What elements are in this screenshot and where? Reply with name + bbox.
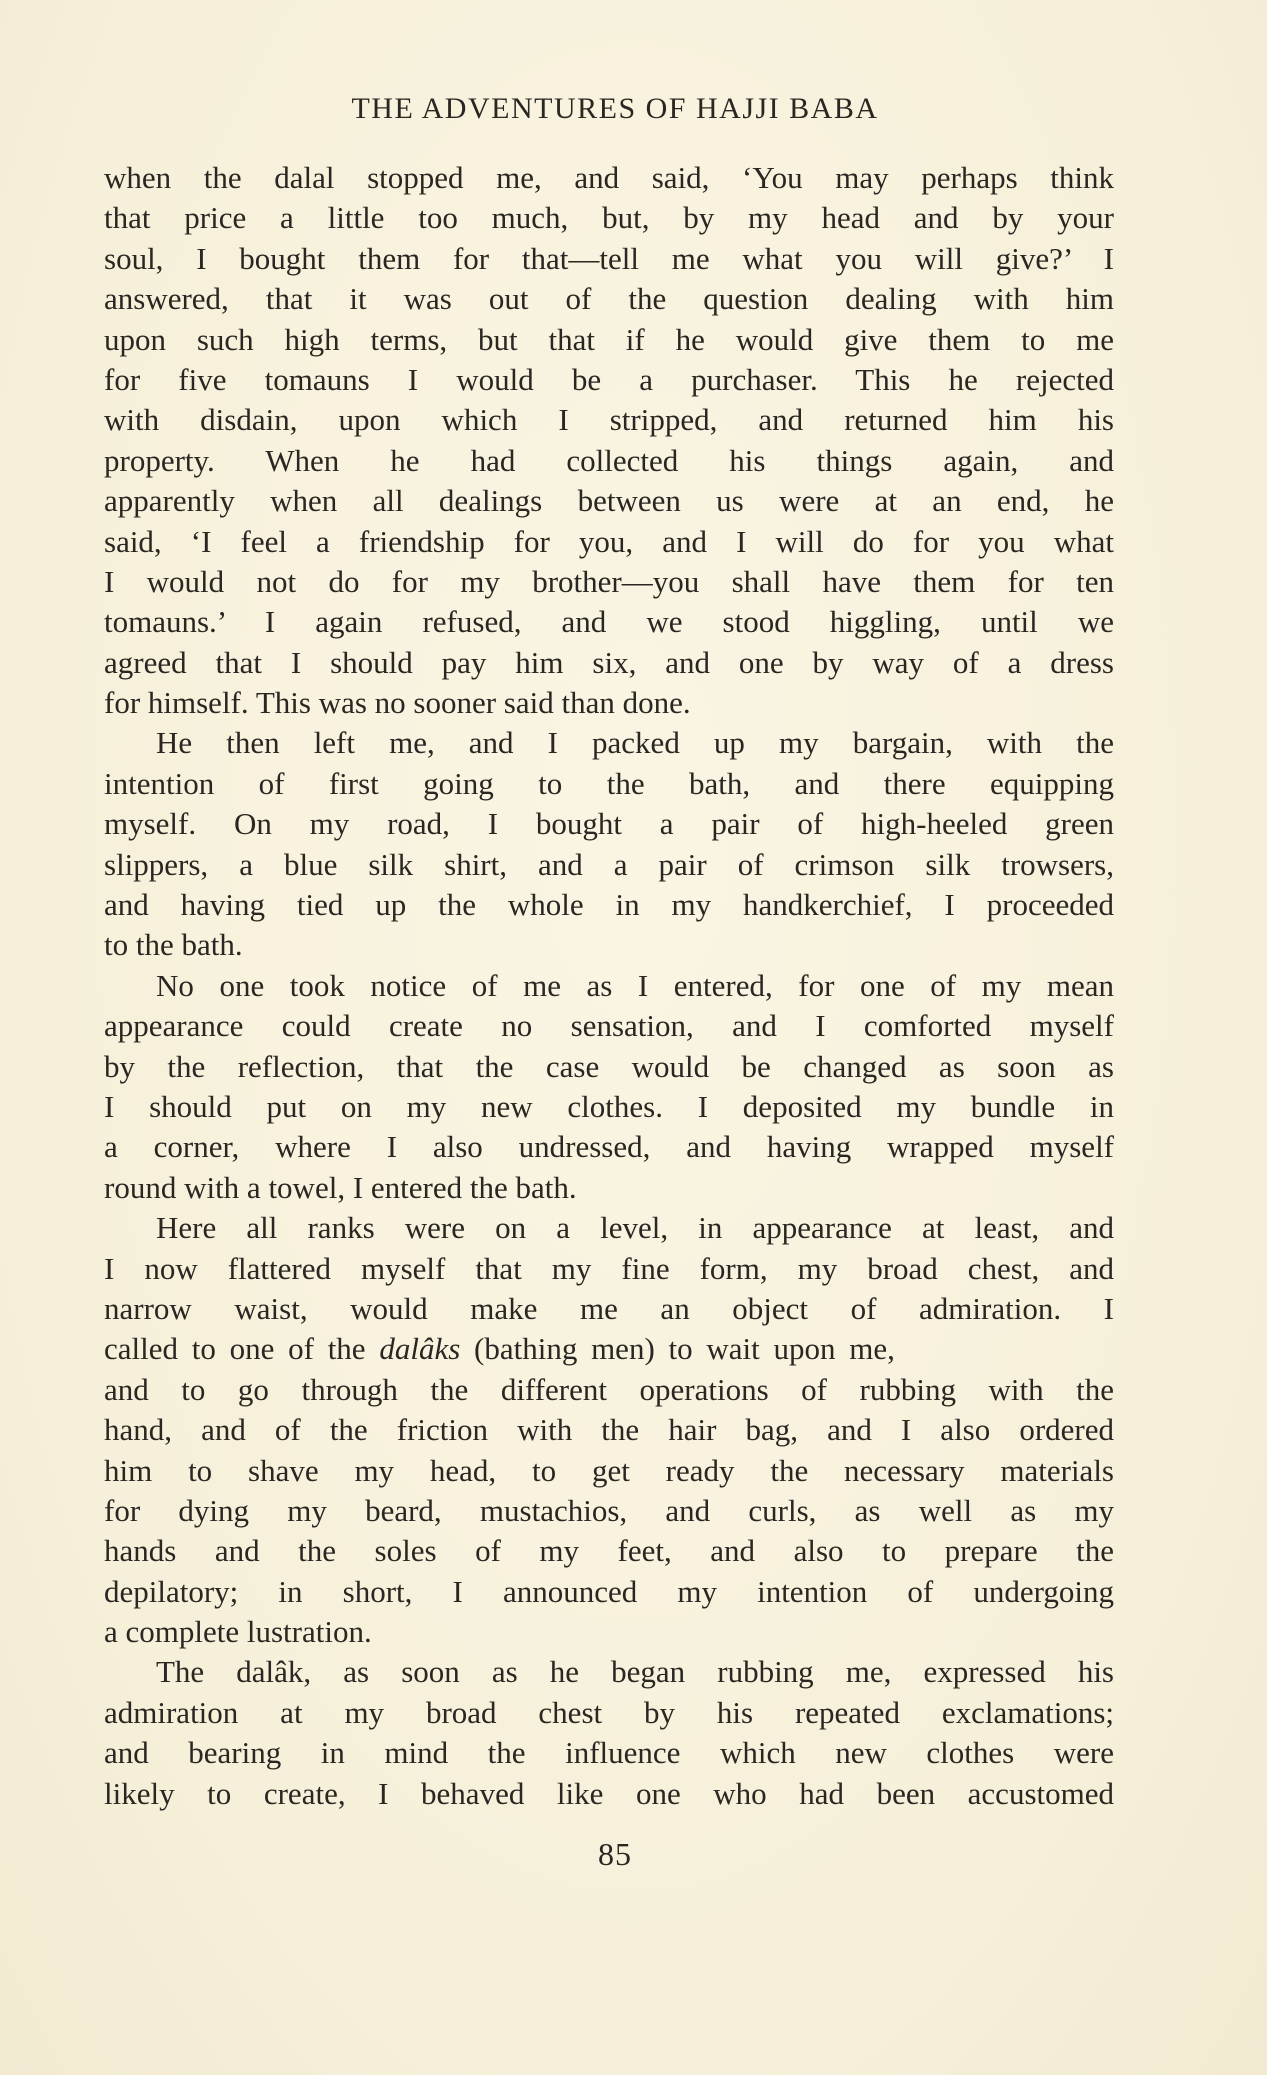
text-line: for five tomauns I would be a purchaser. This he rejected xyxy=(104,361,1114,397)
text-line: said, ‘I feel a friendship for you, and I will do for you what xyxy=(104,523,1114,559)
text-line: and to go through the different operations of rubbing with the xyxy=(104,1371,1114,1407)
italic-term: dalâks xyxy=(379,1331,461,1367)
text-segment: called to one of the xyxy=(104,1331,380,1367)
text-line: with disdain, upon which I stripped, and returned him his xyxy=(104,402,1114,438)
text-line: by the reflection, that the case would be changed as soon as xyxy=(104,1048,1114,1084)
text-line: a corner, where I also undressed, and having wrapped myself xyxy=(104,1129,1114,1165)
running-head: THE ADVENTURES OF HAJJI BABA xyxy=(351,92,879,125)
text-line: Here all ranks were on a level, in appearance at least, and xyxy=(156,1210,1114,1246)
text-line: answered, that it was out of the question dealing with him xyxy=(104,281,1114,317)
text-line: upon such high terms, but that if he would give them to me xyxy=(104,321,1114,357)
body-text xyxy=(104,158,1114,1814)
text-line: for dying my beard, mustachios, and curls, as well as my xyxy=(104,1492,1114,1528)
text-line: that price a little too much, but, by my head and by your xyxy=(104,200,1114,236)
text-line: property. When he had collected his things again, and xyxy=(104,442,1114,478)
text-line: likely to create, I behaved like one who had been accustomed xyxy=(104,1775,1114,1811)
text-line: apparently when all dealings between us were at an end, he xyxy=(104,483,1114,519)
text-line: He then left me, and I packed up my bargain, with the xyxy=(156,725,1114,761)
text-line: and bearing in mind the influence which new clothes were xyxy=(104,1735,1114,1771)
text-line: him to shave my head, to get ready the necessary materials xyxy=(104,1452,1114,1488)
text-line: narrow waist, would make me an object of admiration. I xyxy=(104,1290,1114,1326)
text-segment: (bathing men) to wait upon me, xyxy=(460,1331,895,1367)
text-line: agreed that I should pay him six, and one by way of a dress xyxy=(104,644,1114,680)
text-line: intention of first going to the bath, and there equipping xyxy=(104,765,1114,801)
text-line: hands and the soles of my feet, and also to prepare the xyxy=(104,1533,1114,1569)
text-line: No one took notice of me as I entered, for one of my mean xyxy=(156,967,1114,1003)
page-number: 85 xyxy=(598,1836,632,1872)
text-line xyxy=(104,1329,1114,1369)
text-line: admiration at my broad chest by his repeated exclamations; xyxy=(104,1694,1114,1730)
text-line: for himself. This was no sooner said than done. xyxy=(104,685,691,721)
text-line: slippers, a blue silk shirt, and a pair of crimson silk trowsers, xyxy=(104,846,1114,882)
text-line: soul, I bought them for that—tell me what you will give?’ I xyxy=(104,240,1114,276)
text-line: to the bath. xyxy=(104,927,243,963)
text-line: tomauns.’ I again refused, and we stood higgling, until we xyxy=(104,604,1114,640)
text-line: appearance could create no sensation, and I comforted myself xyxy=(104,1008,1114,1044)
text-line: I would not do for my brother—you shall have them for ten xyxy=(104,563,1114,599)
text-line: I should put on my new clothes. I deposited my bundle in xyxy=(104,1088,1114,1124)
text-line: a complete lustration. xyxy=(104,1614,372,1650)
text-line: when the dalal stopped me, and said, ‘You may perhaps think xyxy=(104,160,1114,195)
text-line: The dalâk, as soon as he began rubbing me, expressed his xyxy=(156,1654,1114,1690)
text-line: and having tied up the whole in my handkerchief, I proceeded xyxy=(104,887,1114,923)
text-line: myself. On my road, I bought a pair of high-heeled green xyxy=(104,806,1114,842)
text-line: hand, and of the friction with the hair bag, and I also ordered xyxy=(104,1412,1114,1448)
text-line: round with a towel, I entered the bath. xyxy=(104,1169,577,1205)
text-line: depilatory; in short, I announced my intention of undergoing xyxy=(104,1573,1114,1609)
text-line: I now flattered myself that my fine form, my broad chest, and xyxy=(104,1250,1114,1286)
